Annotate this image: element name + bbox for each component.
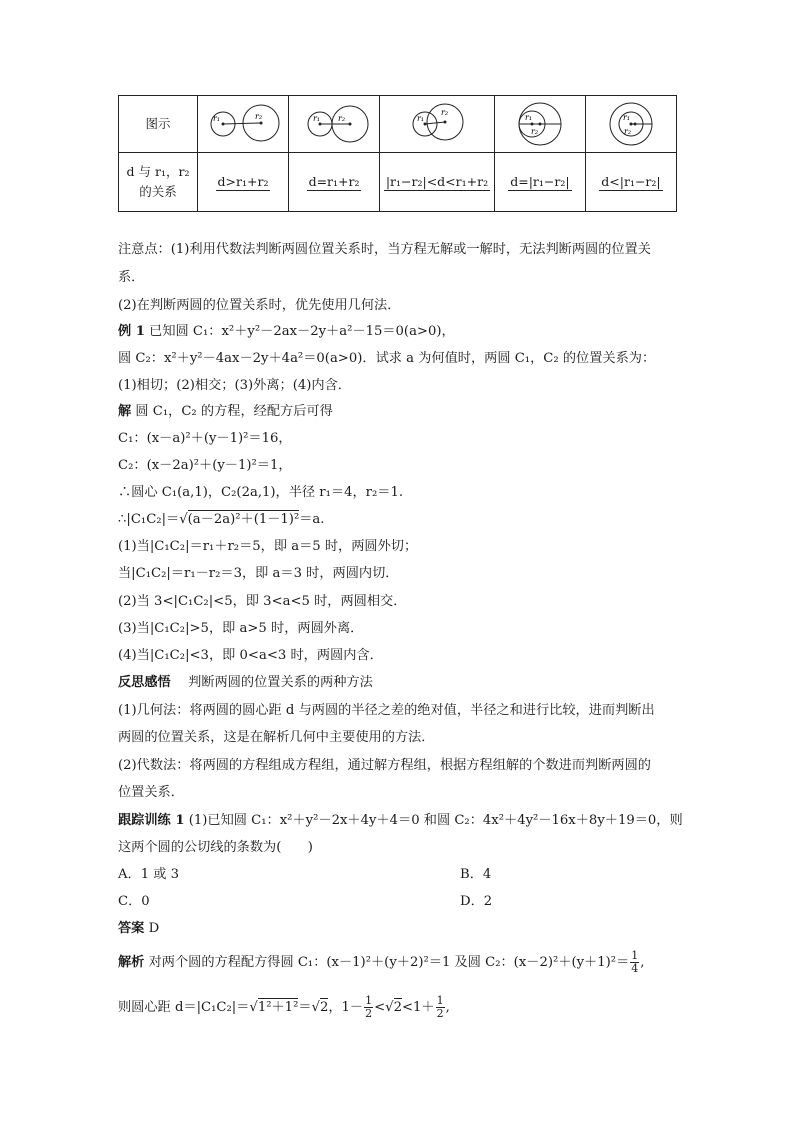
equals: ＝ <box>298 1000 312 1015</box>
diagram-intersect <box>380 96 495 153</box>
fraction-quarter <box>630 950 639 975</box>
options-row-2 <box>118 893 678 910</box>
example-1-line-3: (1)相切；(2)相交；(3)外离；(4)内含． <box>118 378 351 393</box>
numerator: 1 <box>631 949 639 962</box>
reflection-1: (1)几何法：将两圆的圆心距 d 与两圆的半径之差的绝对值，半径之和进行比较，进而判断出 <box>118 703 655 718</box>
solution-line-5: ∴|C₁C₂|＝√(a－2a)²＋(1－1)²＝a. <box>118 512 325 527</box>
svg-text:r₂: r₂ <box>338 114 346 123</box>
diagram-contained <box>585 96 676 153</box>
analysis-line-2: 则圆心距 d＝|C₁C₂|＝√1²＋1²＝√2，1－ $\frac{1}{2}$ <√2<1＋ $\frac{1}{2}$ , <box>118 994 450 1020</box>
practice-label: 跟踪训练 1 <box>118 813 185 828</box>
relation-external: d>r₁+r₂ <box>217 173 269 189</box>
distance-text: 则圆心距 d＝|C₁C₂|＝ <box>118 1000 250 1015</box>
analysis-line-1 <box>118 950 678 975</box>
example-1-line-2: 圆 C₂：x²＋y²－4ax－2y＋4a²＝0(a>0)．试求 a 为何值时，两圆 C₁，C₂ 的位置关系为： <box>118 351 656 366</box>
solution-line-1 <box>118 403 678 420</box>
reflection-title: 判断两圆的位置关系的两种方法 <box>188 675 373 690</box>
fraction-half-1 <box>364 995 373 1020</box>
table-row-relations <box>119 153 677 212</box>
inequality-left: ，1－ <box>328 1000 364 1015</box>
reflection-2-cont: 位置关系． <box>118 785 184 800</box>
relation-external-tangent: d=r₁+r₂ <box>308 173 360 189</box>
option-a: A．1 或 3 <box>118 867 180 882</box>
distance-result: ＝a. <box>299 512 325 527</box>
options-row-1 <box>118 866 678 883</box>
table-header-relation <box>119 153 198 212</box>
example-1-line-1 <box>118 323 678 340</box>
diagram-contained-circles <box>589 101 673 147</box>
radicand-1: 1²＋1² <box>257 1000 299 1015</box>
solution-line-8: (2)当 3<|C₁C₂|<5，即 3<a<5 时，两圆相交． <box>118 594 407 609</box>
table-header-diagram: 图示 <box>119 96 198 153</box>
denominator: 4 <box>631 962 639 975</box>
denominator: 2 <box>365 1007 373 1020</box>
svg-text:r₂: r₂ <box>530 127 538 136</box>
analysis-comma-2: , <box>445 1000 450 1015</box>
solution-line-9: (3)当|C₁C₂|>5，即 a>5 时，两圆外离． <box>118 621 364 636</box>
solution-line-6: (1)当|C₁C₂|＝r₁＋r₂＝5，即 a＝5 时，两圆外切； <box>118 539 418 554</box>
analysis-text: 对两个圆的方程配方得圆 C₁：(x－1)²＋(y＋2)²＝1 及圆 C₂：(x－2)²＋(y＋1)²＝ <box>148 955 630 970</box>
practice-line-1 <box>118 812 683 829</box>
numerator: 1 <box>365 994 373 1007</box>
note-2: (2)在判断两圆的位置关系时，优先使用几何法． <box>118 298 401 313</box>
relation-cell <box>585 153 676 212</box>
practice-line-2: 这两个圆的公切线的条数为( ) <box>118 840 313 855</box>
diagram-separate-circles <box>201 102 285 146</box>
relation-contained: d<|r₁−r₂| <box>601 173 661 189</box>
diagram-internal-tangent <box>494 96 585 153</box>
distance-radicand: (a－2a)²＋(1－1)² <box>187 512 300 527</box>
diagram-internal-tangent-circles <box>498 101 582 147</box>
svg-text:r₂: r₂ <box>623 127 631 136</box>
analysis-label: 解析 <box>118 955 145 970</box>
svg-text:r₁: r₁ <box>213 114 221 123</box>
svg-text:r₁: r₁ <box>416 114 424 123</box>
denominator: 2 <box>436 1007 444 1020</box>
note-1: 注意点：(1)利用代数法判断两圆位置关系时，当方程无解或一解时，无法判断两圆的位置关 <box>118 242 651 257</box>
circle-relation-table <box>118 95 677 212</box>
svg-text:r₁: r₁ <box>622 113 630 122</box>
solution-line-3: C₂：(x－2a)²＋(y－1)²＝1， <box>118 458 292 473</box>
radicand-3: 2 <box>393 1000 402 1015</box>
relation-intersect: |r₁−r₂|<d<r₁+r₂ <box>385 173 489 189</box>
svg-text:r₁: r₁ <box>313 114 321 123</box>
relation-cell <box>494 153 585 212</box>
svg-text:r₂: r₂ <box>255 112 263 121</box>
analysis-comma: , <box>640 955 645 970</box>
diagram-external-tangent <box>289 96 380 153</box>
header-line-2: 的关系 <box>139 184 177 199</box>
diagram-external-tangent-circles <box>292 102 376 146</box>
solution-line-4: ∴圆心 C₁(a,1)，C₂(2a,1)，半径 r₁＝4，r₂＝1. <box>118 485 404 500</box>
reflection-heading <box>118 674 678 691</box>
relation-internal-tangent: d=|r₁−r₂| <box>510 173 570 189</box>
reflection-2: (2)代数法：将两圆的方程组成方程组，通过解方程组，根据方程组解的个数进而判断两圆的 <box>118 758 651 773</box>
fraction-half-2 <box>436 995 445 1020</box>
option-b: B．4 <box>460 867 492 882</box>
solution-line-7: 当|C₁C₂|＝r₁－r₂＝3，即 a＝3 时，两圆内切． <box>118 566 399 581</box>
relation-cell <box>380 153 495 212</box>
table-row-diagrams <box>119 96 677 153</box>
diagram-external <box>198 96 289 153</box>
inequality-right: <1＋ <box>401 1000 435 1015</box>
diagram-intersecting-circles <box>395 102 479 146</box>
solution-text: 圆 C₁，C₂ 的方程，经配方后可得 <box>135 404 333 419</box>
note-1-cont: 系． <box>118 270 145 285</box>
distance-prefix: ∴|C₁C₂|＝ <box>118 512 180 527</box>
reflection-label: 反思感悟 <box>118 675 171 690</box>
answer-label: 答案 <box>118 921 145 936</box>
solution-line-2: C₁：(x－a)²＋(y－1)²＝16， <box>118 431 292 446</box>
relation-cell <box>198 153 289 212</box>
numerator: 1 <box>436 994 444 1007</box>
answer-line <box>118 920 678 937</box>
answer-value: D <box>148 921 160 936</box>
svg-text:r₂: r₂ <box>440 108 448 117</box>
radicand-2: 2 <box>319 1000 329 1015</box>
solution-label: 解 <box>118 404 132 419</box>
example-label: 例 1 <box>118 324 145 339</box>
reflection-1-cont: 两圆的位置关系，这是在解析几何中主要使用的方法． <box>118 730 435 745</box>
option-d: D．2 <box>460 894 493 909</box>
header-line-1: d 与 r₁，r₂ <box>126 164 190 179</box>
svg-text:r₁: r₁ <box>524 113 532 122</box>
option-c: C．0 <box>118 894 150 909</box>
practice-text: (1)已知圆 C₁：x²＋y²－2x＋4y＋4＝0 和圆 C₂：4x²＋4y²－16x＋8y＋19＝0，则 <box>188 813 683 828</box>
less-than: < <box>374 1000 386 1015</box>
relation-cell <box>289 153 380 212</box>
solution-line-10: (4)当|C₁C₂|<3，即 0<a<3 时，两圆内含． <box>118 648 383 663</box>
example-text: 已知圆 C₁：x²＋y²－2ax－2y＋a²－15＝0(a>0)， <box>149 324 455 339</box>
